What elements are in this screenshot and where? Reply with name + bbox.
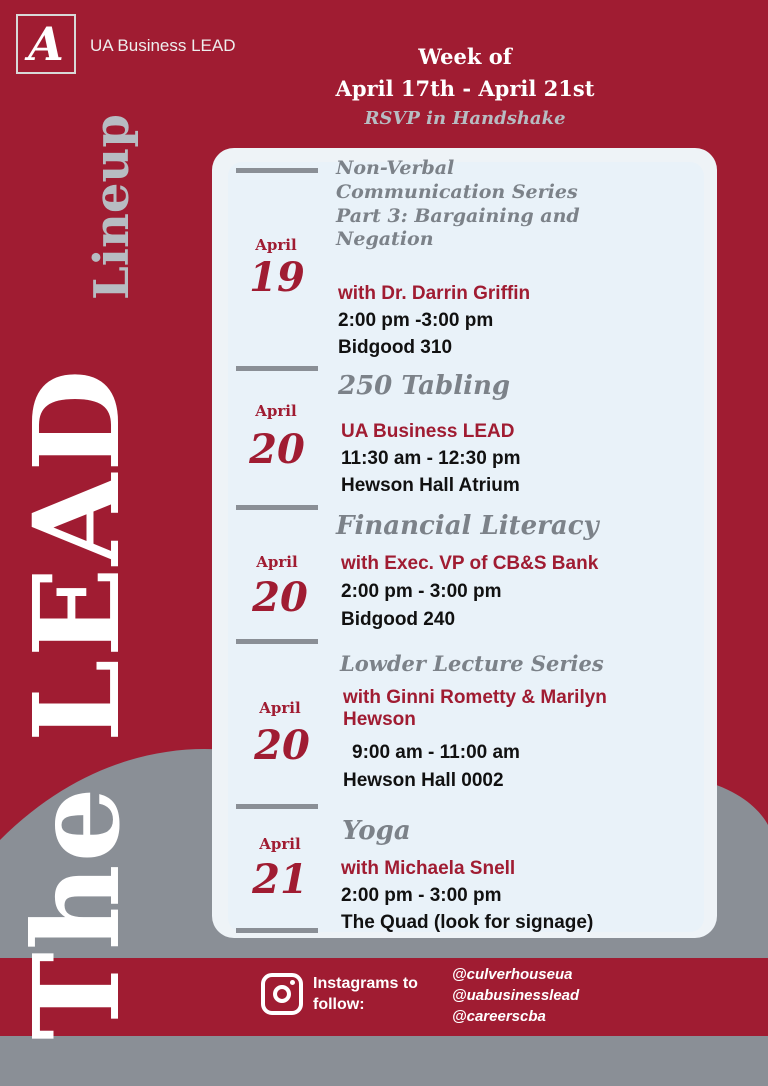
instagram-icon: [261, 973, 303, 1015]
divider: [236, 366, 318, 371]
event-location: Bidgood 240: [341, 609, 456, 630]
event-month: April: [256, 553, 298, 571]
event-host: with Exec. VP of CB&S Bank: [341, 553, 599, 574]
event-time: 2:00 pm -3:00 pm: [338, 310, 494, 331]
instagram-handle[interactable]: @uabusinesslead: [452, 987, 580, 1004]
event-day: 20: [252, 574, 308, 621]
event-title-line: Negation: [336, 228, 434, 251]
event-title-line: 250 Tabling: [338, 371, 511, 401]
event-title-line: Financial Literacy: [336, 511, 599, 541]
divider: [236, 639, 318, 644]
event-day: 20: [254, 722, 310, 769]
event-title: [336, 157, 580, 252]
logo-letter: A: [28, 17, 64, 71]
week-of-label: Week of: [418, 44, 512, 69]
date-range: April 17th - April 21st: [335, 76, 595, 101]
event-location: Bidgood 310: [338, 337, 453, 358]
event-title-line: Communication Series: [336, 180, 578, 203]
ua-logo: [16, 14, 76, 74]
instagram-handle[interactable]: @careerscba: [452, 1008, 546, 1025]
event-host: with Dr. Darrin Griffin: [338, 283, 531, 304]
event-time: 9:00 am - 11:00 am: [352, 742, 520, 763]
event-host: UA Business LEAD: [341, 421, 515, 442]
vertical-title-sub: Lineup: [84, 114, 140, 300]
instagram-dot: [290, 980, 295, 985]
event-time: 11:30 am - 12:30 pm: [341, 448, 521, 469]
event-title: [340, 651, 604, 677]
event-host-line: with Ginni Rometty & Marilyn: [343, 687, 607, 708]
event-title-line: Lowder Lecture Series: [340, 651, 604, 676]
event-title-line: Yoga: [342, 816, 411, 846]
event-day: 19: [249, 254, 305, 301]
vertical-title-main: The LEAD: [7, 367, 146, 1040]
event-host: with Michaela Snell: [341, 858, 516, 879]
divider: [236, 804, 318, 809]
event-title: [336, 510, 599, 543]
brand-name: UA Business LEAD: [90, 36, 236, 55]
event-location: Hewson Hall Atrium: [341, 475, 520, 496]
divider: [236, 168, 318, 173]
event-month: April: [259, 835, 301, 853]
rsvp-note: RSVP in Handshake: [364, 108, 566, 129]
divider: [236, 928, 318, 933]
event-location: Hewson Hall 0002: [343, 770, 504, 791]
footer-bottom-band: [0, 1036, 768, 1086]
event-day: 20: [249, 426, 305, 473]
instagram-lens: [273, 985, 291, 1003]
event-day: 21: [252, 856, 308, 903]
instagram-label: Instagrams to follow:: [313, 975, 418, 1013]
divider: [236, 505, 318, 510]
instagram-handle[interactable]: @culverhouseua: [452, 966, 573, 983]
event-title-line: Non-Verbal: [336, 157, 455, 179]
event-host-line: Hewson: [343, 709, 416, 730]
event-month: April: [255, 402, 297, 420]
event-month: April: [259, 699, 301, 717]
event-time: 2:00 pm - 3:00 pm: [341, 885, 502, 906]
event-host: [343, 687, 607, 731]
event-time: 2:00 pm - 3:00 pm: [341, 581, 502, 602]
event-title: [338, 370, 510, 403]
event-month: April: [255, 236, 297, 254]
event-title-line: Part 3: Bargaining and: [336, 204, 580, 227]
event-location: The Quad (look for signage): [341, 912, 594, 933]
event-title: [342, 815, 411, 848]
